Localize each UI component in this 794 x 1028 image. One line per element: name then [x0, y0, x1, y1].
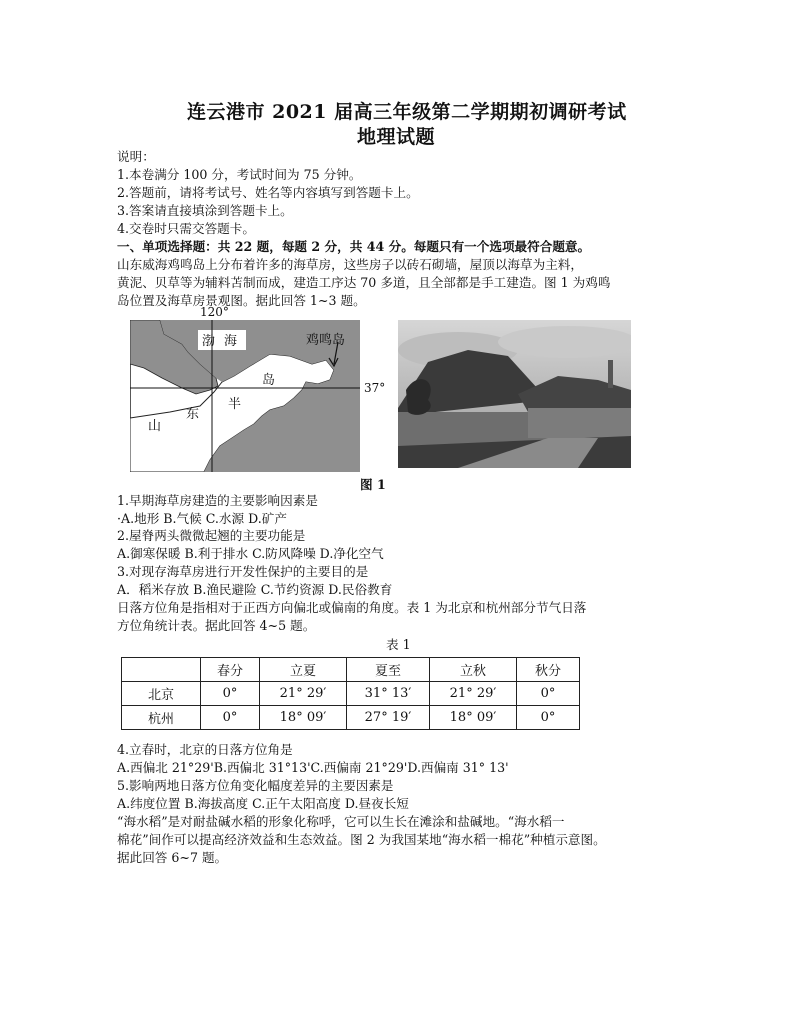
table-cell: 0°: [201, 682, 260, 706]
question-5: 5.影响两地日落方位角变化幅度差异的主要因素是: [117, 778, 394, 793]
intro-6-7-line: 棉花”间作可以提高经济效益和生态效益。图 2 为我国某地“海水稻一棉花”种植示意图。: [117, 832, 606, 847]
note-item: 2.答题前，请将考试号、姓名等内容填写到答题卡上。: [117, 185, 419, 200]
map-label-ban: 半: [228, 397, 242, 412]
table-cell: 0°: [517, 682, 580, 706]
question-3-options: A．稻米存放 B.渔民避险 C.节约资源 D.民俗教育: [117, 582, 393, 597]
seaweed-house-photo: [398, 320, 631, 468]
question-1: 1.早期海草房建造的主要影响因素是: [117, 493, 318, 508]
table-cell: 北京: [122, 682, 201, 706]
jiming-island-map: [130, 320, 360, 472]
notes-label: 说明：: [117, 149, 155, 164]
table-cell: 31° 13′: [347, 682, 430, 706]
intro-6-7-line: 据此回答 6~7 题。: [117, 850, 228, 865]
table-row: [122, 682, 580, 706]
figure1-caption: 图 1: [360, 477, 386, 492]
table-cell: 杭州: [122, 706, 201, 730]
table-cell: 21° 29′: [260, 682, 347, 706]
question-4: 4.立春时，北京的日落方位角是: [117, 742, 293, 757]
table-cell: 18° 09′: [260, 706, 347, 730]
map-label-shan: 山: [148, 419, 162, 434]
note-item: 4.交卷时只需交答题卡。: [117, 221, 255, 236]
sunset-azimuth-table: [121, 657, 580, 730]
photo-svg: [398, 320, 631, 468]
question-1-options: ·A.地形 B.气候 C.水源 D.矿产: [117, 511, 287, 526]
latitude-label: 37°: [364, 381, 386, 395]
intro-4-5-line: 方位角统计表。据此回答 4~5 题。: [117, 618, 316, 633]
longitude-label: 120°: [200, 305, 229, 319]
table1-caption: 表 1: [386, 637, 411, 652]
map-label-dong: 东: [186, 407, 200, 422]
map-label-dao: 岛: [262, 373, 276, 388]
map-svg: [130, 320, 360, 472]
table-cell: 0°: [517, 706, 580, 730]
table-header-cell: 夏至: [347, 658, 430, 682]
intro-4-5-line: 日落方位角是指相对于正西方向偏北或偏南的角度。表 1 为北京和杭州部分节气日落: [117, 600, 587, 615]
question-5-options: A.纬度位置 B.海拔高度 C.正午太阳高度 D.昼夜长短: [117, 796, 409, 811]
intro-6-7-line: “海水稻”是对耐盐碱水稻的形象化称呼，它可以生长在滩涂和盐碱地。“海水稻一: [117, 814, 565, 829]
table-cell: 21° 29′: [430, 682, 517, 706]
note-item: 3.答案请直接填涂到答题卡上。: [117, 203, 293, 218]
lighthouse: [608, 360, 613, 388]
stone-wall-2: [528, 408, 631, 438]
table-header-cell: 春分: [201, 658, 260, 682]
page-subtitle: 地理试题: [357, 126, 436, 148]
page-title: 连云港市 2021 届高三年级第二学期期初调研考试: [187, 101, 627, 123]
section-heading: 一、单项选择题：共 22 题，每题 2 分，共 44 分。每题只有一个选项最符合题意。: [117, 239, 591, 254]
table-header-row: [122, 658, 580, 682]
table-cell: 27° 19′: [347, 706, 430, 730]
table-row: [122, 706, 580, 730]
table-cell: 18° 09′: [430, 706, 517, 730]
question-4-options: A.西偏北 21°29'B.西偏北 31°13'C.西偏南 21°29'D.西偏南 31° 13': [117, 760, 509, 775]
intro-line: 岛位置及海草房景观图。据此回答 1~3 题。: [117, 293, 366, 308]
map-label-bo: 渤: [202, 334, 216, 349]
table-header-cell: 立夏: [260, 658, 347, 682]
note-item: 1.本卷满分 100 分，考试时间为 75 分钟。: [117, 167, 362, 182]
table-header-cell: 秋分: [517, 658, 580, 682]
map-label-hai: 海: [224, 334, 238, 349]
question-3: 3.对现存海草房进行开发性保护的主要目的是: [117, 564, 369, 579]
question-2-options: A.御寒保暖 B.利于排水 C.防风降噪 D.净化空气: [117, 546, 384, 561]
question-2: 2.屋脊两头微微起翘的主要功能是: [117, 528, 306, 543]
intro-line: 山东威海鸡鸣岛上分布着许多的海草房，这些房子以砖石砌墙，屋顶以海草为主料，: [117, 257, 583, 272]
table-header-cell: 立秋: [430, 658, 517, 682]
intro-line: 黄泥、贝草等为辅料苫制而成，建造工序达 70 多道，且全部都是手工建造。图 1 为鸡鸣: [117, 275, 611, 290]
map-label-island: 鸡鸣岛: [306, 333, 346, 348]
table-cell: 0°: [201, 706, 260, 730]
table-header-cell: [122, 658, 201, 682]
